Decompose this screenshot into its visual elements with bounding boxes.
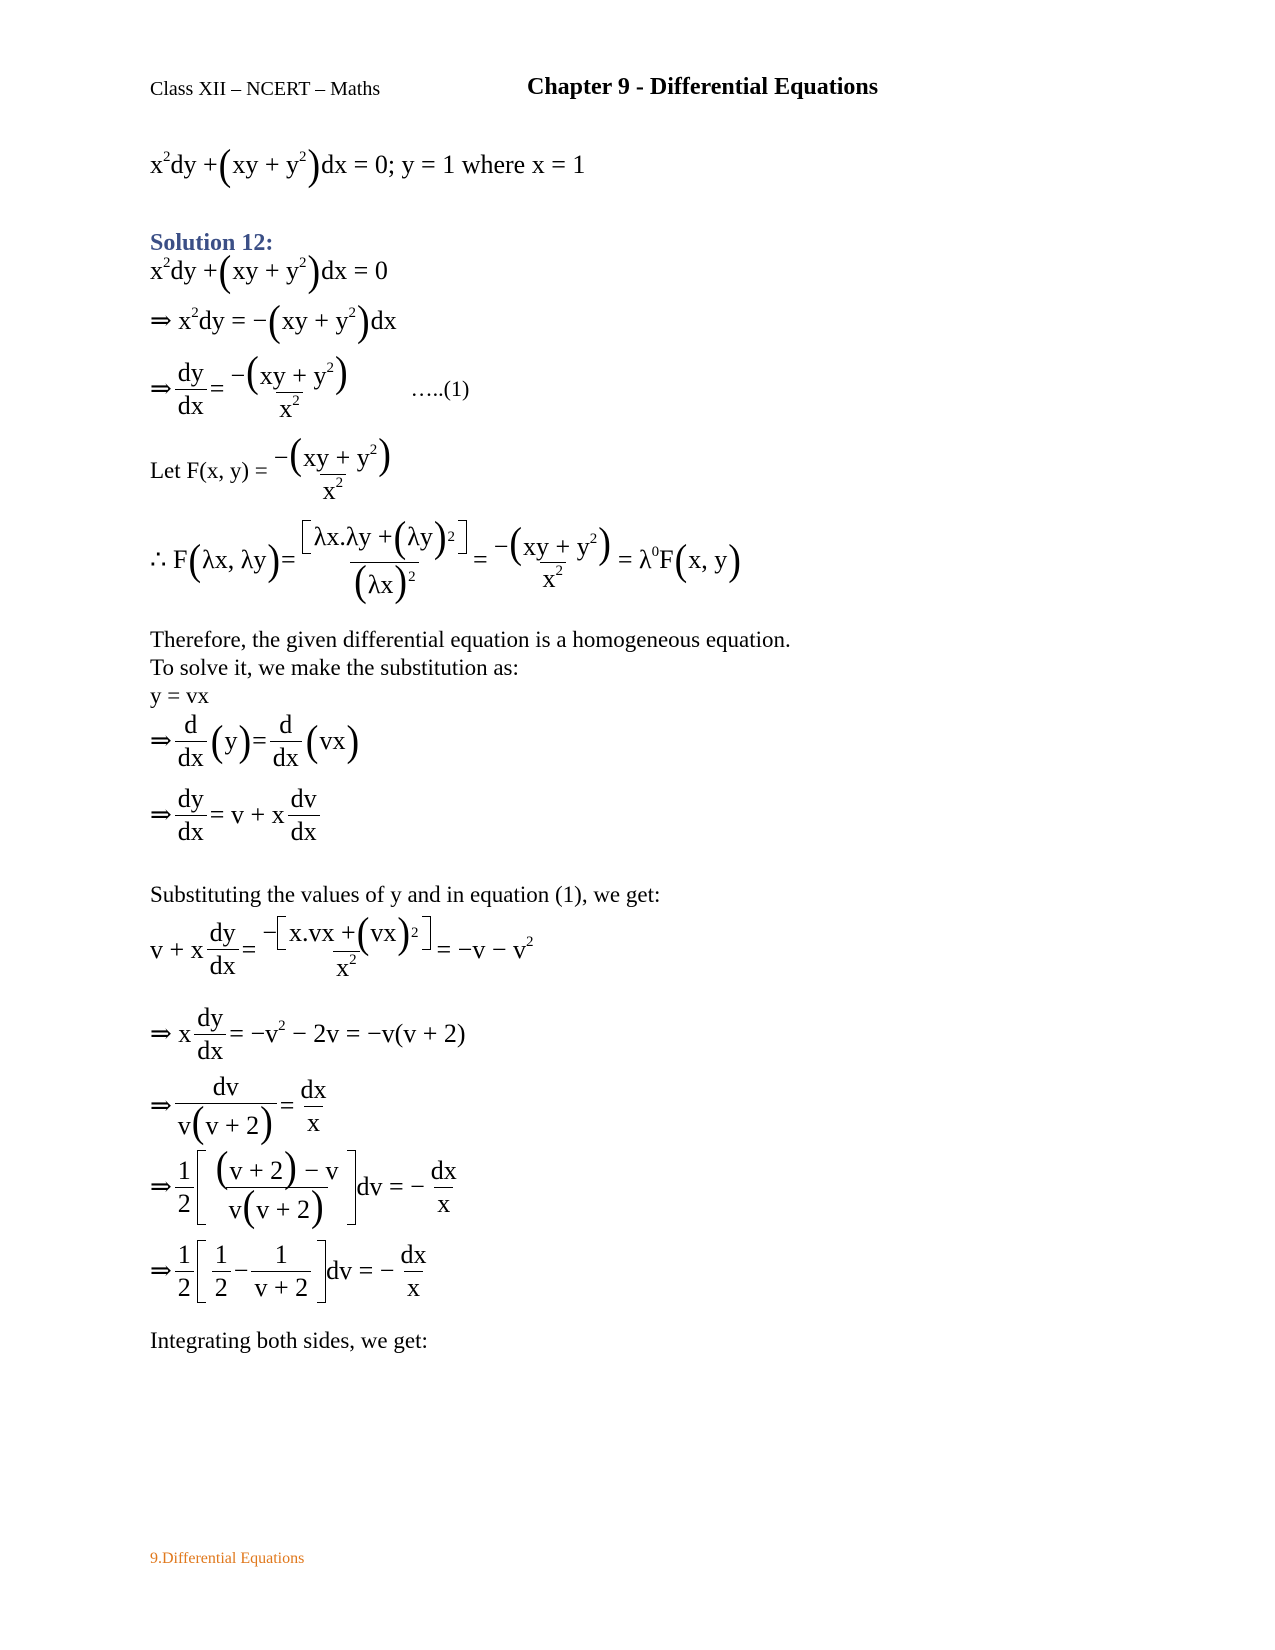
derivative-equation: ⇒ $\frac{d}{dx}$ ( y ) = $\frac{d}{dx}$ ( vx )	[150, 710, 360, 772]
step-1-equation: $x^2dy$ + ( xy + $y^2$ ) dx = 0	[150, 246, 388, 296]
partial-fraction-setup: ⇒ $\frac{1}{2}$ $\frac{(v + 2) - v}{v(v + 2)}$ dv = − $\frac{dx}{x}$	[150, 1142, 457, 1231]
let-label: Let F(x, y) =	[150, 458, 268, 484]
solution-title: Solution 12:	[150, 230, 274, 256]
step-2-equation: ⇒ $x^2dy$ = − ( xy + $y^2$ ) dx	[150, 296, 397, 346]
let-f-definition: Let F(x, y) = $\frac{-(xy + y^2)}{x^2}$	[150, 429, 391, 505]
substituted-equation: v + x $\frac{dy}{dx}$ = − x.vx + ( vx ) 2 $x^2$ = $-v - v^2$	[150, 908, 534, 983]
dy-dx-equation: ⇒ $\frac{dy}{dx}$ = v + x $\frac{dv}{dx}$	[150, 784, 323, 847]
partial-fraction-result: ⇒ $\frac{1}{2}$ $\frac{1}{2}$ − $\frac{1}{v + 2}$ dv = − $\frac{dx}{x}$	[150, 1240, 427, 1302]
simplified-equation: ⇒ x $\frac{dy}{dx}$ = $-v^2 - 2v = -v(v + 2)$	[150, 1003, 466, 1065]
substituting-text: Substituting the values of y and in equation (1), we get:	[150, 882, 661, 907]
substitution-text: y = vx	[150, 683, 209, 708]
problem-tail: dx = 0; y = 1 where x = 1	[321, 150, 586, 180]
integrating-text: Integrating both sides, we get:	[150, 1328, 428, 1353]
therefore-text: Therefore, the given differential equation is a homogeneous equation.	[150, 627, 791, 652]
step-3-equation: ⇒ $\frac{dy}{dx}$ = $\frac{-(xy + y^2)}{x^2}$ …..(1)	[150, 347, 470, 423]
header-chapter-title: Chapter 9 - Differential Equations	[527, 74, 879, 100]
solve-text: To solve it, we make the substitution as:	[150, 655, 519, 680]
homogeneity-check: ∴ F ( λx, λy ) = λx.λy + ( λy ) 2 $(\lambda x)^2$ = $\frac{-(xy + y^2)}{x^2}$ = $\lambda^0F$ ( x, y )	[150, 512, 741, 606]
equation-number: …..(1)	[410, 376, 470, 402]
separated-equation: ⇒ $\frac{dv}{v(v + 2)}$ = $\frac{dx}{x}$	[150, 1072, 327, 1147]
problem-equation: $x^2dy$ + ( xy + $y^2$ ) dx = 0; y = 1 where x = 1	[150, 140, 586, 190]
header-class-label: Class XII – NCERT – Maths	[150, 78, 381, 100]
footer-label: 9.Differential Equations	[150, 1550, 305, 1567]
